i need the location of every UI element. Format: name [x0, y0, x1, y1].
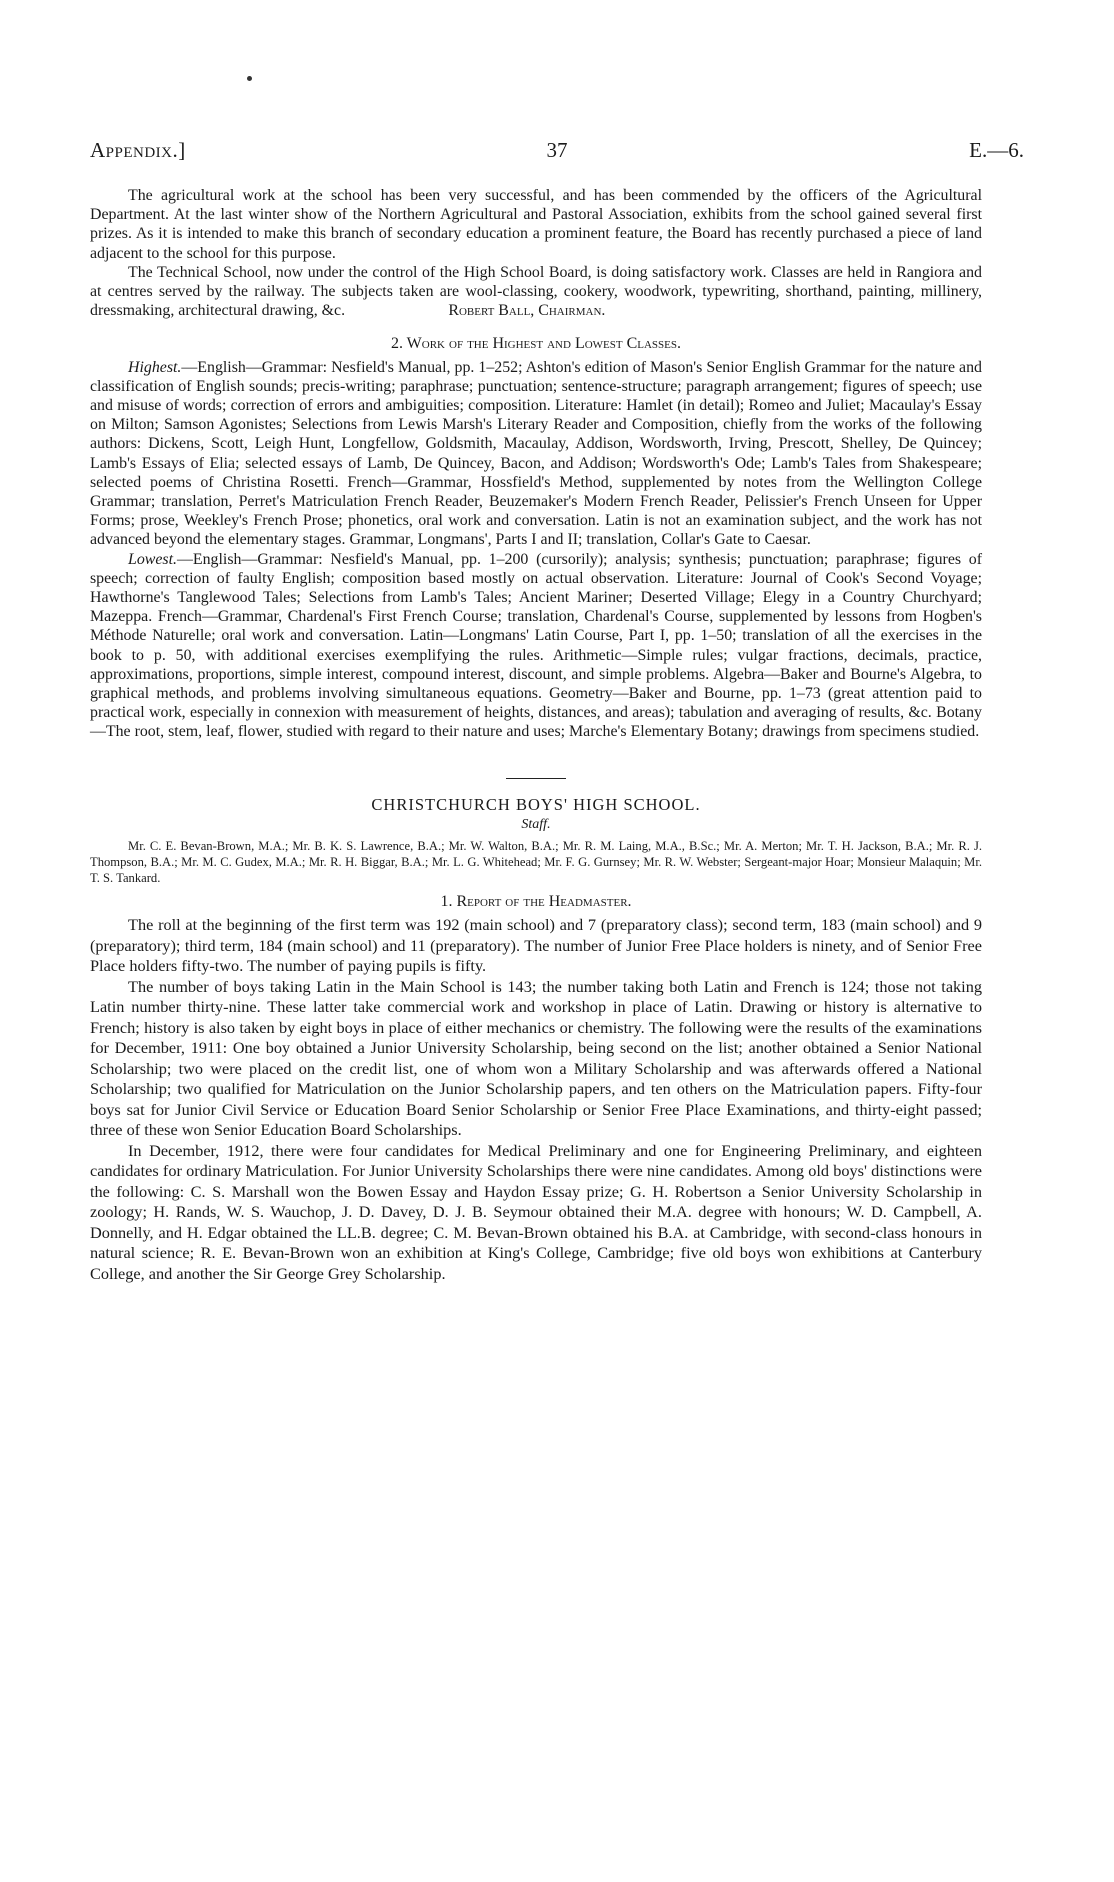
- distinctions-paragraph: In December, 1912, there were four candidates for Medical Preliminary and one for Engineering Preliminary, and eighteen candidates for ordinary Matriculation. For Junior University Scholarships there were nine candidates. Among old boys' distinctions were the following: C. S. Marshall won the Bowen Essay and Haydon Essay prize; G. H. Robertson a Senior University Scholarship in zoology; H. Rands, W. S. Wauchop, J. D. Davey, D. J. B. Seymour obtained their M.A. degree with honours; W. D. Campbell, A. Donnelly, and H. Edgar obtained the LL.B. degree; C. M. Bevan-Brown obtained his B.A. at Cambridge, with second-class honours in natural science; R. E. Bevan-Brown won an exhibition at King's College, Cambridge; five old boys won exhibitions at Canterbury College, and another the Sir George Grey Scholarship.: [90, 1140, 982, 1283]
- running-header: [90, 138, 1024, 168]
- page-number: 37: [546, 138, 568, 162]
- technical-school-paragraph: [90, 263, 982, 321]
- ink-dot: [247, 76, 252, 81]
- header-document-code: E.—6.: [969, 138, 1024, 162]
- page-body: [90, 186, 982, 1284]
- agriculture-paragraph: The agricultural work at the school has been very successful, and has been commended by the officers of the Agricultural Department. At the last winter show of the Northern Agricultural and Pastoral Association, exhibits from the school gained several first prizes. As it is intended to make this branch of secondary education a prominent feature, the Board has recently purchased a piece of land adjacent to the school for this purpose.: [90, 187, 982, 262]
- staff-list: Mr. C. E. Bevan-Brown, M.A.; Mr. B. K. S. Lawrence, B.A.; Mr. W. Walton, B.A.; Mr. R. M. Laing, M.A., B.Sc.; Mr. A. Merton; Mr. T. H. Jackson, B.A.; Mr. R. J. Thompson, B.A.; Mr. M. C. Gudex, M.A.; Mr. R. H. Biggar, B.A.; Mr. L. G. Whitehead; Mr. F. G. Gurnsey; Mr. R. W. Webster; Sergeant-major Hoar; Monsieur Malaquin; Mr. T. S. Tankard.: [90, 839, 982, 886]
- latin-french-paragraph: The number of boys taking Latin in the Main School is 143; the number taking both Latin and French is 124; those not taking Latin number thirty-nine. These latter take commercial work and workshop in place of Latin. Drawing or history is alternative to French; history is also taken by eight boys in place of either mechanics or chemistry. The following were the results of the examinations for December, 1911: One boy obtained a Junior University Scholarship, being second on the list; another obtained a Senior National Scholarship; two were placed on the credit list, one of whom won a Military Scholarship and was afterwards offered a National Scholarship; two qualified for Matriculation on the Junior Scholarship papers, and ten others on the Matriculation papers. Fifty-four boys sat for Junior Civil Service or Education Board Senior Scholarship or Senior Free Place Examinations, and thirty-eight passed; three of these won Senior Education Board Scholarships.: [90, 976, 982, 1140]
- headmaster-report: [90, 915, 982, 1284]
- highest-class-paragraph: [90, 358, 982, 550]
- header-appendix: Appendix.]: [90, 138, 186, 162]
- chairman-signature: Robert Ball, Chairman.: [448, 302, 606, 320]
- technical-school-text: The Technical School, now under the control of the High School Board, is doing satisfactory work. Classes are held in Rangiora and at centres served by the railway. The subjects taken are wool-classing, cookery, woodwork, typewriting, shorthand, painting, millinery, dressmaking, architectural drawing, &c.: [90, 263, 982, 320]
- lowest-class-paragraph: [90, 550, 982, 742]
- classes-heading: 2. Work of the Highest and Lowest Classes.: [390, 335, 682, 353]
- lowest-label: Lowest.: [128, 550, 178, 568]
- section-divider: [506, 778, 566, 779]
- highest-label: Highest.: [128, 358, 182, 376]
- roll-paragraph: The roll at the beginning of the first term was 192 (main school) and 7 (preparatory class); second term, 183 (main school) and 9 (preparatory); third term, 184 (main school) and 11 (preparatory). The number of Junior Free Place holders is ninety, and of Senior Free Place holders fifty-two. The number of paying pupils is fifty.: [90, 915, 982, 976]
- lowest-text: —English—Grammar: Nesfield's Manual, pp. 1–200 (cursorily); analysis; synthesis; punctuation; paraphrase; figures of speech; correction of faulty English; composition based mostly on actual observation. Literature: Journal of Cook's Second Voyage; Hawthorne's Tanglewood Tales; Selections from Lamb's Tales; Ancient Mariner; Deserted Village; Elegy in a Country Churchyard; Mazeppa. French—Grammar, Chardenal's First French Course; translation, Chardenal's Course, supplemented by lessons from Hogben's Méthode Naturelle; oral work and conversation. Latin—Longmans' Latin Course, Part I, pp. 1–50; translation of all the exercises in the book to p. 50, with additional exercises exemplifying the rules. Arithmetic—Simple rules; vulgar fractions, decimals, practice, approximations, proportions, simple interest, compound interest, discount, and simple problems. Algebra—Baker and Bourne's Algebra, to graphical methods, and problems involving simultaneous equations. Geometry—Baker and Bourne, pp. 1–73 (great attention paid to practical work, especially in connexion with measurement of heights, distances, and areas); tabulation and averaging of results, &c. Botany—The root, stem, leaf, flower, studied with regard to their nature and uses; Marche's Elementary Botany; drawings from specimens studied.: [90, 550, 982, 741]
- highest-text: —English—Grammar: Nesfield's Manual, pp. 1–252; Ashton's edition of Mason's Senior English Grammar for the nature and classification of English sounds; precis-writing; paraphrase; punctuation; sentence-structure; paragraph arrangement; figures of speech; use and misuse of words; correction of errors and ambiguities; composition. Literature: Hamlet (in detail); Romeo and Juliet; Macaulay's Essay on Milton; Samson Agonistes; Selections from Lewis Marsh's Literary Reader and Composition, chiefly from the works of the following authors: Dickens, Scott, Leigh Hunt, Longfellow, Goldsmith, Macaulay, Addison, Wordsworth, Irving, Prescott, Shelley, De Quincey; Lamb's Essays of Elia; selected essays of Lamb, De Quincey, Bacon, and Addison; Wordsworth's Ode; Lamb's Tales from Shakespeare; selected poems of Christina Rosetti. French—Grammar, Hossfield's Method, supplemented by notes from the Wellington College Grammar; translation, Perret's Matriculation French Reader, Beuzemaker's Modern French Reader, Pelissier's French Unseen for Upper Forms; prose, Weekley's French Prose; phonetics, oral work and conversation. Latin is not an examination subject, and the work has not advanced beyond the elementary stages. Grammar, Longmans', Parts I and II; translation, Collar's Gate to Caesar.: [90, 358, 982, 549]
- school-title: CHRISTCHURCH BOYS' HIGH SCHOOL.: [371, 794, 701, 814]
- staff-label: Staff.: [521, 816, 551, 832]
- headmaster-report-heading: 1. Report of the Headmaster.: [440, 893, 632, 911]
